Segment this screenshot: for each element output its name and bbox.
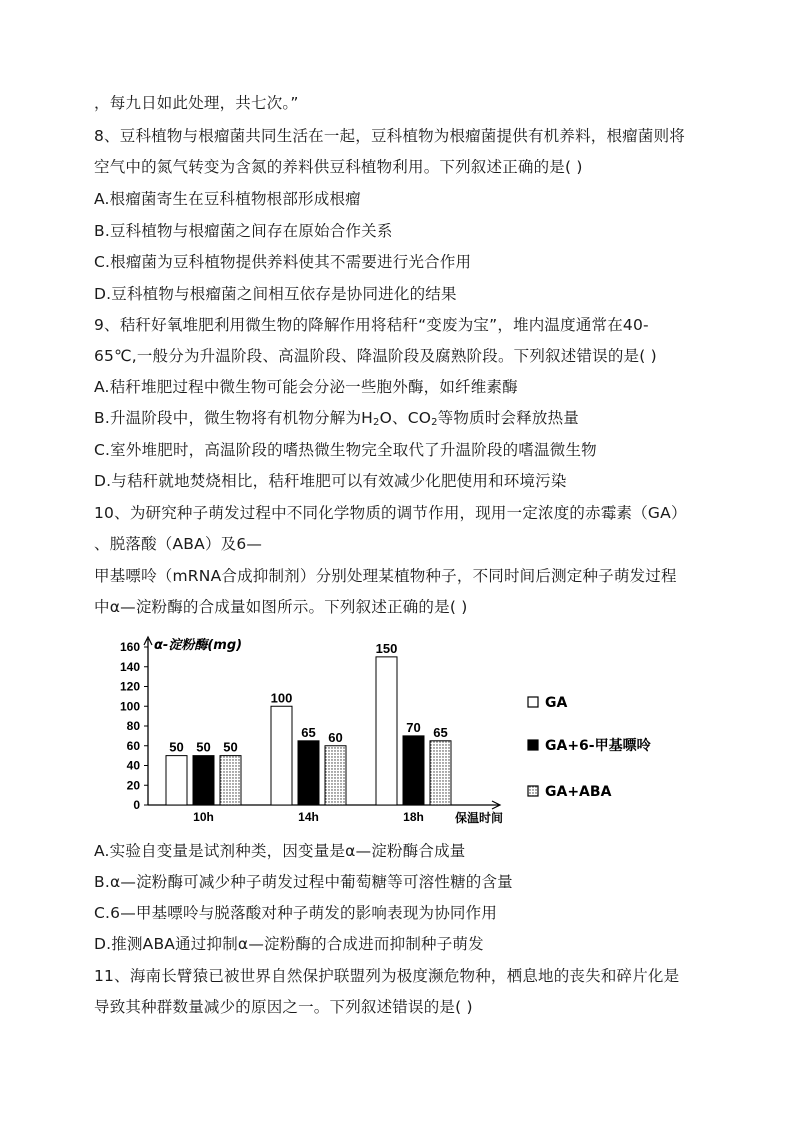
- data-label: 70: [406, 719, 421, 735]
- question-8-stem: 8、豆科植物与根瘤菌共同生活在一起，豆科植物为根瘤菌提供有机养料，根瘤菌则将: [94, 127, 685, 145]
- y-tick-label: 20: [126, 778, 140, 793]
- data-label: 100: [270, 690, 293, 706]
- option-9b-text: 等物质时会释放热量: [437, 409, 579, 427]
- data-label: 50: [223, 739, 238, 755]
- option-10c: C.6—甲基嘌呤与脱落酸对种子萌发的影响表现为协同作用: [94, 904, 498, 922]
- x-axis-title: 保温时间: [454, 811, 503, 825]
- x-tick-label: 14h: [298, 810, 319, 824]
- option-10b: B.α—淀粉酶可减少种子萌发过程中葡萄糖等可溶性糖的含量: [94, 873, 513, 891]
- question-10-stem: 甲基嘌呤（mRNA合成抑制剂）分别处理某植物种子，不同时间后测定种子萌发过程: [94, 567, 677, 585]
- option-9c: C.室外堆肥时，高温阶段的嗜热微生物完全取代了升温阶段的嗜温微生物: [94, 441, 597, 459]
- y-axis-title: α-淀粉酶(mg): [154, 638, 243, 653]
- bar: [220, 756, 241, 805]
- legend-label: GA+ABA: [545, 784, 612, 800]
- question-11-stem: 11、海南长臂猿已被世界自然保护联盟列为极度濒危物种，栖息地的丧失和碎片化是: [94, 967, 680, 985]
- legend-swatch: [528, 786, 538, 796]
- option-10a: A.实验自变量是试剂种类，因变量是α—淀粉酶合成量: [94, 842, 466, 860]
- option-8c: C.根瘤菌为豆科植物提供养料使其不需要进行光合作用: [94, 253, 472, 271]
- y-tick-label: 40: [126, 758, 140, 773]
- question-10-stem: 、脱落酸（ABA）及6—: [94, 535, 263, 553]
- option-8b: B.豆科植物与根瘤菌之间存在原始合作关系: [94, 222, 393, 240]
- y-tick-label: 160: [119, 640, 140, 654]
- y-tick-label: 60: [126, 738, 140, 753]
- option-9b-text: O、CO: [379, 409, 432, 427]
- y-tick-label: 0: [133, 798, 140, 812]
- question-10-stem: 10、为研究种子萌发过程中不同化学物质的调节作用，现用一定浓度的赤霉素（GA）: [94, 504, 687, 522]
- data-label: 60: [328, 729, 343, 745]
- y-tick-label: 80: [126, 719, 140, 733]
- option-9b: [94, 407, 579, 434]
- bar: [325, 746, 346, 805]
- legend-swatch: [528, 740, 538, 750]
- bar: [271, 706, 292, 805]
- option-8a: A.根瘤菌寄生在豆科植物根部形成根瘤: [94, 190, 361, 208]
- subscript: 2: [373, 417, 380, 428]
- enzyme-bar-chart: [94, 630, 714, 830]
- subscript: 2: [431, 417, 438, 428]
- data-label: 65: [301, 724, 316, 740]
- bar: [376, 657, 397, 805]
- data-label: 150: [375, 640, 398, 656]
- question-8-stem: 空气中的氮气转变为含氮的养料供豆科植物利用。下列叙述正确的是( ): [94, 158, 583, 176]
- y-tick-label: 120: [119, 679, 140, 694]
- data-label: 50: [169, 739, 184, 755]
- option-8d: D.豆科植物与根瘤菌之间相互依存是协同进化的结果: [94, 285, 457, 303]
- question-9-stem: 65℃,一般分为升温阶段、高温阶段、降温阶段及腐熟阶段。下列叙述错误的是( ): [94, 347, 657, 365]
- bar: [193, 756, 214, 805]
- x-tick-label: 18h: [403, 810, 424, 824]
- y-tick-label: 140: [119, 659, 140, 674]
- legend-swatch: [528, 697, 538, 707]
- question-9-stem: 9、秸秆好氧堆肥利用微生物的降解作用将秸秆“变废为宝”，堆内温度通常在40-: [94, 316, 649, 334]
- y-tick-label: 100: [119, 699, 140, 714]
- text-line: ，每九日如此处理，共七次。”: [94, 94, 299, 112]
- option-9d: D.与秸秆就地焚烧相比，秸秆堆肥可以有效减少化肥使用和环境污染: [94, 472, 567, 490]
- legend-label: GA+6-甲基嘌呤: [545, 738, 651, 754]
- bar: [430, 741, 451, 805]
- option-9b-text: B.升温阶段中，微生物将有机物分解为H: [94, 409, 374, 427]
- bar: [166, 756, 187, 805]
- question-10-stem: 中α—淀粉酶的合成量如图所示。下列叙述正确的是( ): [94, 598, 468, 616]
- legend-label: GA: [545, 695, 568, 711]
- option-9a: A.秸秆堆肥过程中微生物可能会分泌一些胞外酶，如纤维素酶: [94, 378, 518, 396]
- bar: [298, 741, 319, 805]
- question-11-stem: 导致其种群数量减少的原因之一。下列叙述错误的是( ): [94, 998, 473, 1016]
- option-10d: D.推测ABA通过抑制α—淀粉酶的合成进而抑制种子萌发: [94, 935, 484, 953]
- x-tick-label: 10h: [193, 810, 214, 824]
- data-label: 50: [196, 739, 211, 755]
- data-label: 65: [433, 724, 448, 740]
- bar: [403, 736, 424, 805]
